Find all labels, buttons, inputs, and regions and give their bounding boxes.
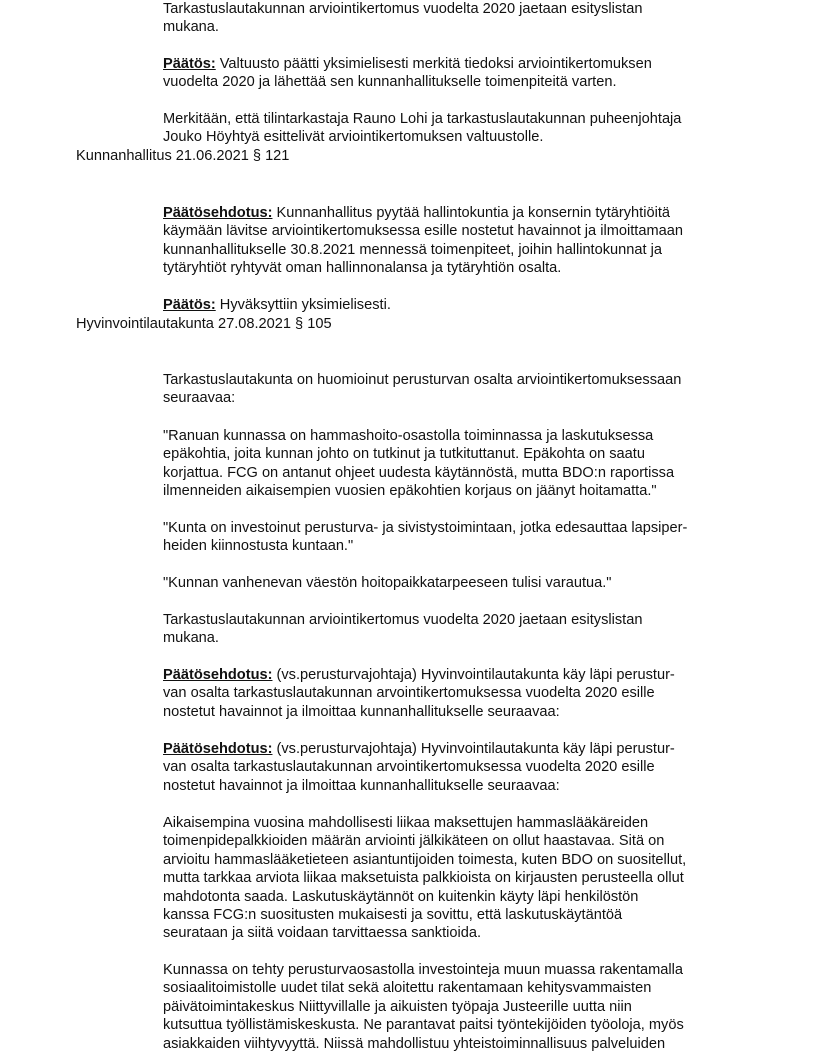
proposal-hyvinvointilautakunta-1 bbox=[163, 666, 753, 721]
proposal-label: Päätösehdotus: bbox=[163, 205, 273, 221]
text-line: Tarkastuslautakunta on huomioinut perusturvan osalta arviointikertomuksessaan bbox=[163, 372, 682, 388]
section-heading-kunnanhallitus: Kunnanhallitus 21.06.2021 § 121 bbox=[76, 148, 290, 164]
proposal-hyvinvointilautakunta-2 bbox=[163, 740, 753, 795]
text-line: Kunnassa on tehty perusturvaosastolla investointeja muun muassa rakentamalla bbox=[163, 962, 683, 978]
text-line: epäkohtia, joita kunnan johto on tutkinut ja tutkituttanut. Epäkohta on saatu bbox=[163, 446, 645, 463]
proposal-kunnanhallitus bbox=[163, 204, 753, 278]
decision-kunnanhallitus bbox=[163, 296, 753, 314]
text-line: Tarkastuslautakunnan arviointikertomus vuodelta 2020 jaetaan esityslistan bbox=[163, 612, 643, 628]
text-line: "Kunnan vanhenevan väestön hoitopaikkatarpeeseen tulisi varautua." bbox=[163, 575, 612, 591]
text-line: sosiaalitoimistolle uudet tilat sekä aloitettu rakentamaan kehitysvammaisten bbox=[163, 980, 652, 997]
paragraph-report-distribution bbox=[163, 0, 753, 37]
text-line: "Kunta on investoinut perusturva- ja sivistystoimintaan, jotka edesauttaa lapsiper- bbox=[163, 520, 688, 536]
text-line: mutta tarkkaa arviota liikaa maksetuista palkkioista on kirjausten perusteella ollut bbox=[163, 870, 684, 887]
decision-council bbox=[163, 55, 753, 92]
text-line: seurataan ja siitä voidaan tarvittaessa sanktioida. bbox=[163, 925, 482, 942]
text-line: vuodelta 2020 ja lähettää sen kunnanhallitukselle toimenpiteitä varten. bbox=[163, 74, 617, 91]
quote-dental-care bbox=[163, 427, 753, 501]
text-line: käymään lävitse arviointikertomuksessa esille nostetut havainnot ja ilmoittamaan bbox=[163, 223, 683, 240]
text-line: seuraavaa: bbox=[163, 390, 236, 407]
text-line bbox=[163, 204, 753, 222]
text-line: toimenpidepalkkioiden määrän arviointi jälkikäteen on ollut haastavaa. Sitä on bbox=[163, 833, 665, 850]
decision-label: Päätös: bbox=[163, 297, 216, 313]
quote-investments bbox=[163, 519, 753, 556]
text-line: Merkitään, että tilintarkastaja Rauno Lohi ja tarkastuslautakunnan puheenjohtaja bbox=[163, 111, 682, 127]
text-line: nostetut havainnot ja ilmoittaa kunnanhallitukselle seuraavaa: bbox=[163, 777, 560, 794]
text-segment: (vs.perusturvajohtaja) Hyvinvointilautakunta käy läpi perustur- bbox=[272, 741, 675, 757]
text-line: Tarkastuslautakunnan arviointikertomus vuodelta 2020 jaetaan esityslistan bbox=[163, 1, 643, 17]
text-line: tytäryhtiöt ryhtyvät oman hallinnonalansa ja tytäryhtiön osalta. bbox=[163, 260, 562, 277]
text-line: ilmenneiden aikaisempien vuosien epäkohtien korjaus on jäänyt hoitamatta." bbox=[163, 483, 657, 500]
text-line bbox=[163, 55, 753, 73]
text-line: asiakkaiden viihtyvyyttä. Niissä mahdollistuu yhteistoiminnallisuus palveluiden bbox=[163, 1035, 666, 1052]
decision-label: Päätös: bbox=[163, 56, 216, 72]
quote-elderly-care bbox=[163, 574, 753, 592]
text-line: mukana. bbox=[163, 19, 219, 36]
paragraph-investments bbox=[163, 961, 753, 1053]
text-line: Aikaisempina vuosina mahdollisesti liikaa maksettujen hammaslääkäreiden bbox=[163, 815, 649, 831]
text-line: van osalta tarkastuslautakunnan arvointikertomuksessa vuodelta 2020 esille bbox=[163, 759, 655, 776]
proposal-label: Päätösehdotus: bbox=[163, 667, 273, 683]
text-line: päivätoimintakeskus Niittyvillalle ja aikuisten työpaja Justeerille uutta niin bbox=[163, 998, 632, 1015]
paragraph-report-distribution-2 bbox=[163, 611, 753, 648]
text-line: arvioitu hammaslääketieteen asiantuntijoiden toimesta, kuten BDO on suositellut, bbox=[163, 851, 687, 868]
text-line bbox=[163, 666, 753, 684]
proposal-label: Päätösehdotus: bbox=[163, 741, 273, 757]
text-line bbox=[163, 740, 753, 758]
text-line: kanssa FCG:n suositusten mukaisesti ja sovittu, että laskutuskäytäntöä bbox=[163, 907, 623, 924]
text-line: van osalta tarkastuslautakunnan arvointikertomuksessa vuodelta 2020 esille bbox=[163, 685, 655, 702]
text-line: mahdotonta saada. Laskutuskäytännöt on kuitenkin käyty läpi henkilöstön bbox=[163, 888, 639, 905]
text-line: kutsuttua työllistämiskeskusta. Ne parantavat paitsi työntekijöiden työoloja, myös bbox=[163, 1017, 684, 1034]
paragraph-dental-fees bbox=[163, 814, 753, 943]
paragraph-observations-intro bbox=[163, 371, 753, 408]
text-segment: Kunnanhallitus pyytää hallintokuntia ja konsernin tytäryhtiöitä bbox=[272, 205, 670, 221]
text-line: nostetut havainnot ja ilmoittaa kunnanhallitukselle seuraavaa: bbox=[163, 703, 560, 720]
paragraph-presenters bbox=[163, 110, 753, 147]
text-line: heiden kiinnostusta kuntaan." bbox=[163, 538, 354, 555]
text-line: korjattua. FCG on antanut ohjeet uudesta käytännöstä, mutta BDO:n raportissa bbox=[163, 464, 675, 481]
text-line bbox=[163, 296, 753, 314]
section-heading-hyvinvointilautakunta: Hyvinvointilautakunta 27.08.2021 § 105 bbox=[76, 316, 332, 332]
text-line: Jouko Höyhtyä esittelivät arviointikertomuksen valtuustolle. bbox=[163, 129, 544, 146]
text-line: mukana. bbox=[163, 630, 219, 647]
text-segment: Hyväksyttiin yksimielisesti. bbox=[215, 297, 391, 313]
text-line: "Ranuan kunnassa on hammashoito-osastolla toiminnassa ja laskutuksessa bbox=[163, 428, 654, 444]
text-segment: Valtuusto päätti yksimielisesti merkitä tiedoksi arviointikertomuksen bbox=[215, 56, 652, 72]
text-segment: (vs.perusturvajohtaja) Hyvinvointilautakunta käy läpi perustur- bbox=[272, 667, 675, 683]
text-line: kunnanhallitukselle 30.8.2021 mennessä toimenpiteet, joihin hallintokunnat ja bbox=[163, 241, 662, 258]
